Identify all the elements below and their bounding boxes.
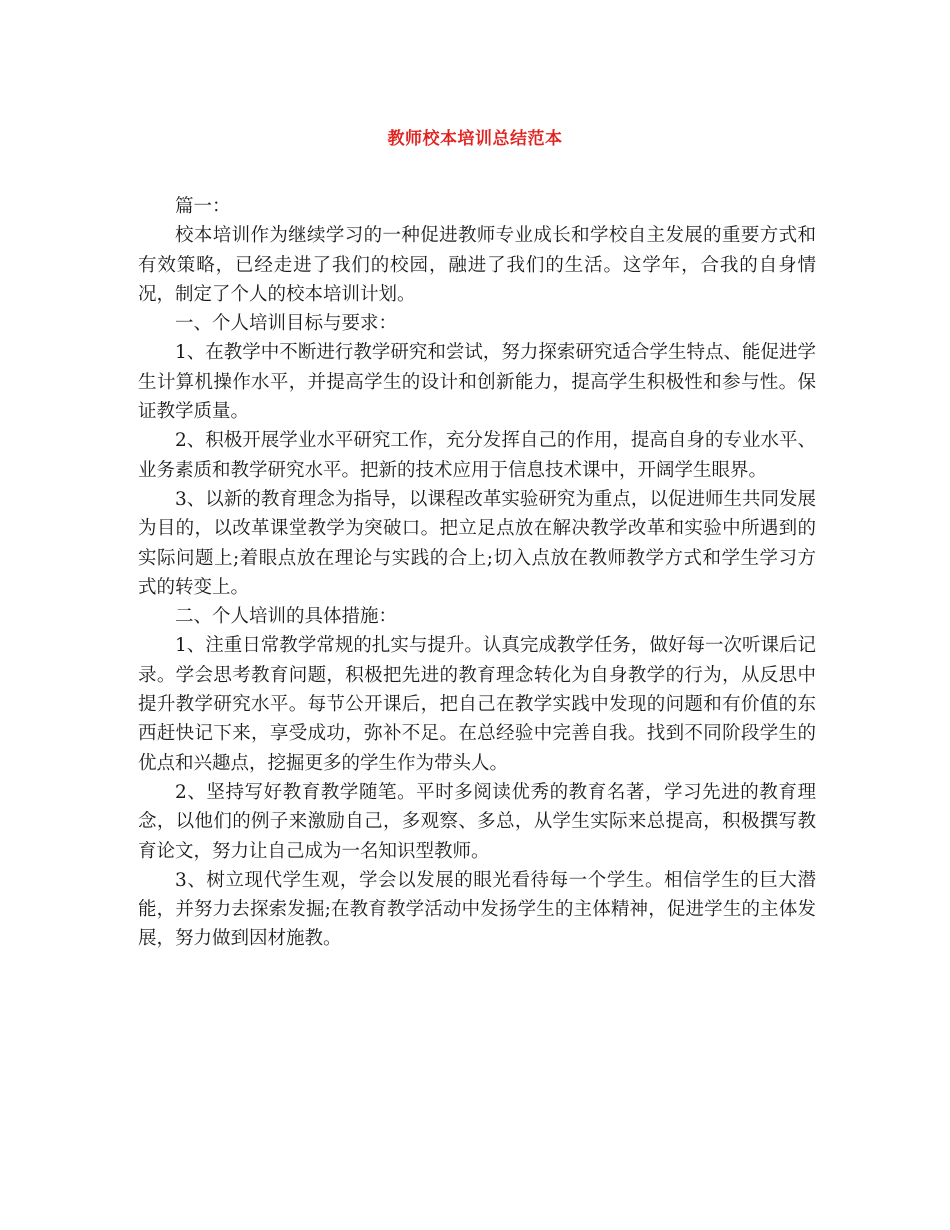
- document-title: 教师校本培训总结范本: [387, 129, 563, 149]
- document-body: [138, 192, 816, 954]
- goal-item-1: 1、在教学中不断进行教学研究和尝试，努力探索研究适合学生特点、能促进学生计算机操作水平，并提高学生的设计和创新能力，提高学生积极性和参与性。保证教学质量。: [138, 342, 816, 423]
- measure-item-2: 2、坚持写好教育教学随笔。平时多阅读优秀的教育名著，学习先进的教育理念，以他们的例子来激励自己，多观察、多总，从学生实际来总提高，积极撰写教育论文，努力让自己成为一名知识型教师。: [138, 781, 816, 862]
- measure-item-3: 3、树立现代学生观，学会以发展的眼光看待每一个学生。相信学生的巨大潜能，并努力去探索发掘;在教育教学活动中发扬学生的主体精神，促进学生的主体发展，努力做到因材施教。: [138, 869, 816, 950]
- heading-goals: 一、个人培训目标与要求：: [175, 313, 398, 335]
- goal-item-2: 2、积极开展学业水平研究工作，充分发挥自己的作用，提高自身的专业水平、业务素质和教学研究水平。把新的技术应用于信息技术课中，开阔学生眼界。: [138, 430, 816, 481]
- goal-item-3: 3、以新的教育理念为指导，以课程改革实验研究为重点，以促进师生共同发展为目的，以改革课堂教学为突破口。把立足点放在解决教学改革和实验中所遇到的实际问题上;着眼点放在理论与实践的合上;切入点放在教师教学方式和学生学习方式的转变上。: [138, 488, 816, 598]
- measure-item-1: 1、注重日常教学常规的扎实与提升。认真完成教学任务，做好每一次听课后记录。学会思考教育问题，积极把先进的教育理念转化为自身教学的行为，从反思中提升教学研究水平。每节公开课后，把自己在教学实践中发现的问题和有价值的东西赶快记下来，享受成功，弥补不足。在总经验中完善自我。找到不同阶段学生的优点和兴趣点，挖掘更多的学生作为带头人。: [138, 635, 816, 774]
- section-label: 篇一：: [175, 196, 231, 217]
- intro-paragraph: 校本培训作为继续学习的一种促进教师专业成长和学校自主发展的重要方式和有效策略，已经走进了我们的校园，融进了我们的生活。这学年，合我的自身情况，制定了个人的校本培训计划。: [138, 225, 816, 305]
- heading-measures: 二、个人培训的具体措施：: [175, 606, 398, 628]
